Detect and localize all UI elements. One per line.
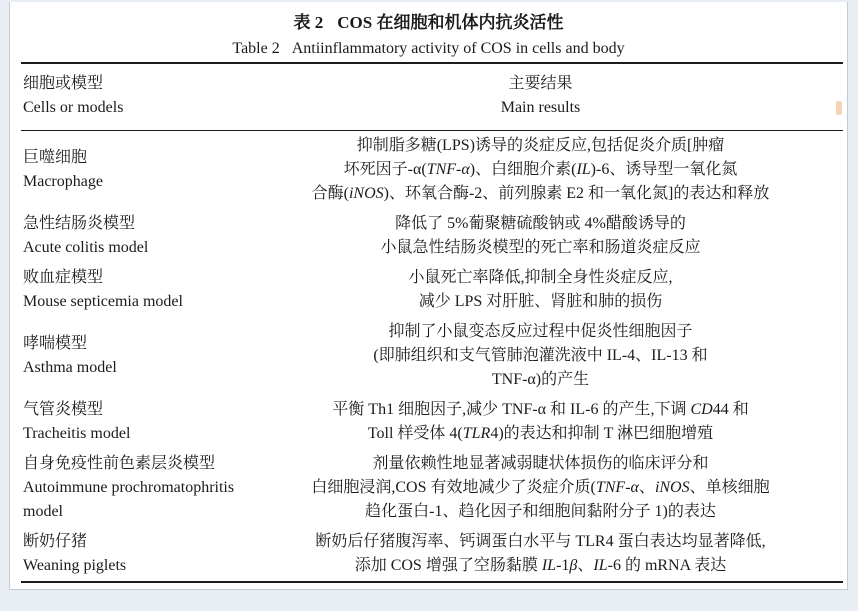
- result-cell: [272, 320, 847, 392]
- table-row: [10, 449, 847, 527]
- header-results-cell: [272, 72, 847, 120]
- model-line: Macrophage: [23, 173, 103, 190]
- model-line: 气管炎模型: [23, 401, 104, 418]
- result-line: 坏死因子-α(TNF-α)、白细胞介素(IL)-6、诱导型一氧化氮: [343, 161, 738, 178]
- table-number-cn: 表 2: [293, 13, 324, 32]
- result-line: 小鼠死亡率降低,抑制全身性炎症反应,: [408, 269, 673, 286]
- result-line: 趋化蛋白-1、趋化因子和细胞间黏附分子 1)的表达: [365, 503, 716, 520]
- table-number-en: Table 2: [232, 40, 280, 57]
- model-cell: [10, 398, 272, 446]
- result-cell: [272, 452, 847, 524]
- table-row: [10, 209, 847, 263]
- table-row: [10, 131, 847, 209]
- result-line: 合酶(iNOS)、环氧合酶-2、前列腺素 E2 和一氧化氮]的表达和释放: [311, 185, 770, 202]
- model-line: Asthma model: [23, 359, 117, 376]
- model-line: Mouse septicemia model: [23, 293, 183, 310]
- result-line: 抑制了小鼠变态反应过程中促炎性细胞因子: [388, 323, 693, 340]
- header-results-label-en: Main results: [500, 99, 581, 116]
- model-cell: [10, 146, 272, 194]
- model-line: 哮喘模型: [23, 335, 88, 352]
- result-cell: [272, 398, 847, 446]
- table-title-cn: [10, 10, 847, 36]
- result-line: 降低了 5%葡聚糖硫酸钠或 4%醋酸诱导的: [395, 215, 686, 232]
- result-line: 断奶后仔猪腹泻率、钙调蛋白水平与 TLR4 蛋白表达均显著降低,: [315, 533, 766, 550]
- result-line: 平衡 Th1 细胞因子,减少 TNF-α 和 IL-6 的产生,下调 CD44 和: [332, 401, 749, 418]
- table-row: [10, 263, 847, 317]
- table-bottom-rule: [21, 581, 843, 583]
- table-title-en: [10, 36, 847, 62]
- result-line: Toll 样受体 4(TLR4)的表达和抑制 T 淋巴细胞增殖: [367, 425, 714, 442]
- header-results-label-cn: 主要结果: [508, 75, 573, 92]
- model-cell: [10, 212, 272, 260]
- table-body: [10, 131, 847, 581]
- header-models-label-en: Cells or models: [23, 99, 124, 116]
- result-line: 小鼠急性结肠炎模型的死亡率和肠道炎症反应: [380, 239, 701, 256]
- model-line: Tracheitis model: [23, 425, 131, 442]
- model-cell: [10, 266, 272, 314]
- result-line: 剂量依赖性地显著减弱睫状体损伤的临床评分和: [372, 455, 709, 472]
- table-row: [10, 527, 847, 581]
- paper: [9, 2, 848, 590]
- model-cell: [10, 332, 272, 380]
- header-models-cell: [10, 72, 272, 120]
- model-line: 败血症模型: [23, 269, 104, 286]
- model-line: Weaning piglets: [23, 557, 127, 574]
- header-models-label-cn: 细胞或模型: [23, 75, 104, 92]
- model-line: 急性结肠炎模型: [23, 215, 136, 232]
- edge-artifact: [836, 101, 842, 115]
- result-line: 添加 COS 增强了空肠黏膜 IL-1β、IL-6 的 mRNA 表达: [354, 557, 727, 574]
- model-line: 断奶仔猪: [23, 533, 88, 550]
- result-line: 抑制脂多糖(LPS)诱导的炎症反应,包括促炎介质[肿瘤: [356, 137, 725, 154]
- table-row: [10, 395, 847, 449]
- model-line: Autoimmune prochromatophritis: [23, 479, 235, 496]
- model-cell: [10, 530, 272, 578]
- table-header-row: [10, 64, 847, 130]
- result-line: 白细胞浸润,COS 有效地减少了炎症介质(TNF-α、iNOS、单核细胞: [311, 479, 770, 496]
- result-line: (即肺组织和支气管肺泡灌洗液中 IL-4、IL-13 和: [373, 347, 708, 364]
- result-cell: [272, 266, 847, 314]
- table-row: [10, 317, 847, 395]
- result-line: 减少 LPS 对肝脏、肾脏和肺的损伤: [418, 293, 663, 310]
- table-title-text-en: Antiinflammatory activity of COS in cells and body: [291, 40, 625, 57]
- result-cell: [272, 212, 847, 260]
- result-line: TNF-α)的产生: [491, 371, 590, 388]
- model-cell: [10, 452, 272, 524]
- model-line: 自身免疫性前色素层炎模型: [23, 455, 216, 472]
- result-cell: [272, 530, 847, 578]
- result-cell: [272, 134, 847, 206]
- model-line: 巨噬细胞: [23, 149, 88, 166]
- model-line: model: [23, 503, 63, 520]
- model-line: Acute colitis model: [23, 239, 149, 256]
- table-title-text-cn: COS 在细胞和机体内抗炎活性: [337, 13, 564, 32]
